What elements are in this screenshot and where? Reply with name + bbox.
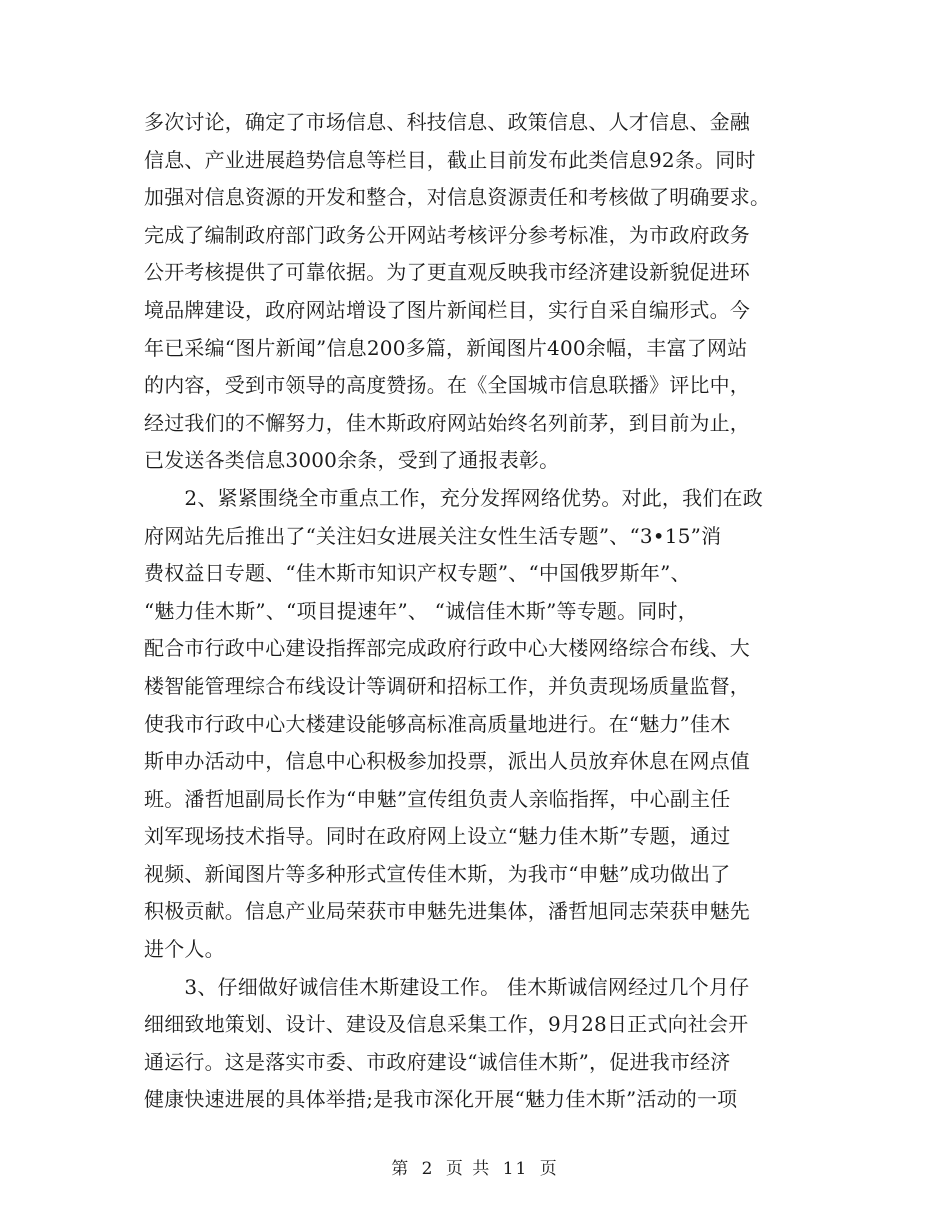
text-line: 健康快速进展的具体举措;是我市深化开展“魅力佳木斯”活动的一项 xyxy=(144,1087,738,1112)
text-line: 公开考核提供了可靠依据。为了更直观反映我市经济建设新貌促进环 xyxy=(144,260,750,285)
text-line: 费权益日专题、“佳木斯市知识产权专题”、“中国俄罗斯年”、 xyxy=(144,561,691,586)
text-line: 府网站先后推出了“关注妇女进展关注女性生活专题”、“3•15”消 xyxy=(144,523,722,548)
text-line: 2、紧紧围绕全市重点工作，充分发挥网络优势。对此，我们在政 xyxy=(144,485,763,510)
text-line: 刘军现场技术指导。同时在政府网上设立“魅力佳木斯”专题，通过 xyxy=(144,824,731,849)
text-line: 班。潘哲旭副局长作为“申魅”宣传组负责人亲临指挥，中心副主任 xyxy=(144,786,731,811)
text-line: 3、仔细做好诚信佳木斯建设工作。 佳木斯诚信网经过几个月仔 xyxy=(144,974,750,999)
text-line: 进个人。 xyxy=(144,937,225,962)
text-line: 配合市行政中心建设指挥部完成政府行政中心大楼网络综合布线、大 xyxy=(144,636,750,661)
text-line: 已发送各类信息3000余条，受到了通报表彰。 xyxy=(144,448,560,473)
text-line: 信息、产业进展趋势信息等栏目，截止目前发布此类信息92条。同时 xyxy=(144,147,756,172)
text-line: “魅力佳木斯”、“项目提速年”、 “诚信佳木斯”等专题。同时， xyxy=(144,598,698,623)
text-line: 积极贡献。信息产业局荣获市申魅先进集体，潘哲旭同志荣获申魅先 xyxy=(144,899,750,924)
text-line: 细细致地策划、设计、建设及信息采集工作，9月28日正式向社会开 xyxy=(144,1012,749,1037)
text-line: 完成了编制政府部门政务公开网站考核评分参考标准，为市政府政务 xyxy=(144,222,750,247)
text-line: 使我市行政中心大楼建设能够高标准高质量地进行。在“魅力”佳木 xyxy=(144,711,731,736)
text-line: 通运行。这是落实市委、市政府建设“诚信佳木斯”，促进我市经济 xyxy=(144,1049,731,1074)
page-footer xyxy=(0,1154,950,1179)
footer-prefix: 第 xyxy=(391,1159,411,1179)
text-line: 斯申办活动中，信息中心积极参加投票，派出人员放弃休息在网点值 xyxy=(144,749,750,774)
document-body xyxy=(144,104,824,1119)
text-line: 的内容，受到市领导的高度赞扬。在《全国城市信息联播》评比中， xyxy=(144,373,750,398)
text-line: 境品牌建设，政府网站增设了图片新闻栏目，实行自采自编形式。今 xyxy=(144,297,750,322)
footer-middle: 页 共 xyxy=(445,1159,492,1179)
text-line: 经过我们的不懈努力，佳木斯政府网站始终名列前茅，到目前为止， xyxy=(144,410,750,435)
footer-page-number: 2 xyxy=(421,1159,435,1179)
footer-total-pages: 11 xyxy=(502,1159,529,1179)
text-line: 视频、新闻图片等多种形式宣传佳木斯，为我市“申魅”成功做出了 xyxy=(144,861,731,886)
text-line: 楼智能管理综合布线设计等调研和招标工作，并负责现场质量监督， xyxy=(144,673,750,698)
text-line: 年已采编“图片新闻”信息200多篇，新闻图片400余幅，丰富了网站 xyxy=(144,335,748,360)
text-line: 多次讨论，确定了市场信息、科技信息、政策信息、人才信息、金融 xyxy=(144,110,750,134)
text-line: 加强对信息资源的开发和整合，对信息资源责任和考核做了明确要求。 xyxy=(144,185,771,210)
footer-suffix: 页 xyxy=(539,1159,559,1179)
